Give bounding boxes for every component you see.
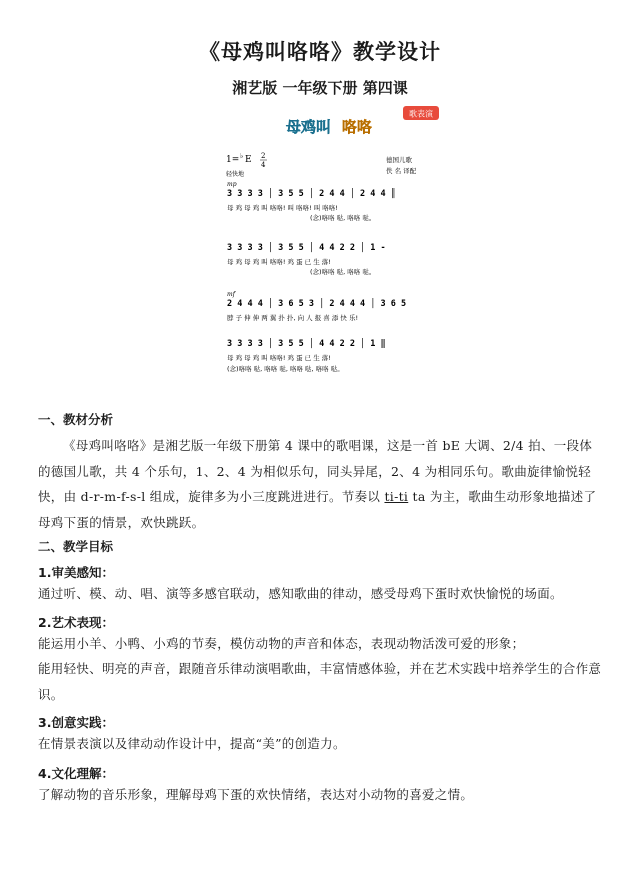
notation-line: 3 3 3 3 │ 3 5 5 │ 4 4 2 2 │ 1 - [227, 243, 386, 253]
goal-4-title: 4.文化理解： [38, 766, 114, 781]
rhythm-underlined: ti-ti [384, 489, 409, 504]
analysis-text-tail: ta 为主，歌曲生动形象地描述了母鸡下蛋的情景，欢快跳跃。 [38, 489, 597, 530]
page-subtitle: 湘艺版 一年级下册 第四课 [232, 79, 408, 97]
time-bottom: 4 [261, 161, 266, 169]
lyrics-line: 母 鸡 母 鸡 叫 咯咯! 鸡 蛋 已 生 落! [227, 354, 331, 362]
dynamics-mf: mf [227, 291, 235, 298]
score-row [227, 338, 386, 373]
song-origin: 德国儿歌 [386, 156, 412, 164]
song-credit: 佚 名 译配 [386, 167, 417, 175]
score-row [227, 242, 386, 276]
goal-2-title: 2.艺术表现： [38, 615, 114, 630]
spoken-lyrics-line: (念)咯咯 哒, 咯咯 哒。 [310, 214, 376, 222]
goal-2-text-1: 能运用小羊、小鸭、小鸡的节奏，模仿动物的声音和体态，表现动物活泼可爱的形象； [38, 636, 525, 651]
page-title: 《母鸡叫咯咯》教学设计 [199, 40, 441, 64]
lyrics-line: 脖 子 伸 伸 两 翼 扑 扑, 向 人 报 喜 添 快 乐! [227, 314, 359, 322]
goal-3-title: 3.创意实践： [38, 715, 114, 730]
notation-line: 3 3 3 3 │ 3 5 5 │ 2 4 4 │ 2 4 4 ║ [227, 189, 396, 199]
score-row [227, 188, 396, 222]
key-note: E [245, 155, 252, 165]
goal-1-title: 1.审美感知： [38, 565, 114, 580]
lyrics-line: 母 鸡 母 鸡 叫 咯咯! 鸡 蛋 已 生 落! [227, 258, 331, 266]
tempo-mark: 轻快地 [226, 171, 245, 178]
section-heading-goals: 二、教学目标 [38, 539, 114, 554]
dynamics-mp: mp [227, 181, 237, 188]
goal-1-text: 通过听、模、动、唱、演等多感官联动，感知歌曲的律动，感受母鸡下蛋时欢快愉悦的场面。 [38, 586, 563, 601]
song-badge: 歌表演 [409, 109, 433, 119]
analysis-paragraph [38, 433, 604, 535]
song-title-b: 咯咯 [342, 118, 373, 136]
music-score-image [218, 100, 450, 383]
key-prefix: 1= [226, 155, 240, 165]
goal-4-text: 了解动物的音乐形象，理解母鸡下蛋的欢快情绪，表达对小动物的喜爱之情。 [38, 787, 474, 802]
goal-3-text: 在情景表演以及律动动作设计中，提高“美”的创造力。 [38, 736, 346, 751]
section-heading-analysis: 一、教材分析 [38, 412, 114, 427]
analysis-text: 《母鸡叫咯咯》是湘艺版一年级下册第 4 课中的歌唱课，这是一首 bE 大调、2/4 拍、一段体的德国儿歌，共 4 个乐句，1、2、4 为相似乐句，同头异尾，2、4 为相同乐句。歌曲旋律愉悦轻快，由 d-r-m-f-s-l 组成，旋律多为小三度跳进进行。节奏以 [38, 438, 593, 504]
notation-line: 2 4 4 4 │ 3 6 5 3 │ 2 4 4 4 │ 3 6 5 [227, 299, 407, 309]
score-row [227, 298, 406, 322]
goal-2-text-2: 能用轻快、明亮的声音，跟随音乐律动演唱歌曲，丰富情感体验，并在艺术实践中培养学生的合作意识。 [38, 661, 602, 702]
time-top: 2 [261, 152, 266, 160]
song-title-a: 母鸡叫 [286, 118, 332, 136]
spoken-lyrics-line: (念)咯咯 哒, 咯咯 哒。 [310, 268, 376, 276]
score-figure [218, 100, 450, 383]
spoken-lyrics-line: (念)咯咯 哒, 咯咯 哒, 咯咯 哒, 咯咯 哒。 [227, 365, 344, 373]
notation-line: 3 3 3 3 │ 3 5 5 │ 4 4 2 2 │ 1 ‖ [227, 339, 386, 349]
lyrics-line: 母 鸡 母 鸡 叫 咯咯! 叫 咯咯! 叫 咯咯! [227, 204, 338, 212]
key-flat: ♭ [240, 152, 244, 160]
